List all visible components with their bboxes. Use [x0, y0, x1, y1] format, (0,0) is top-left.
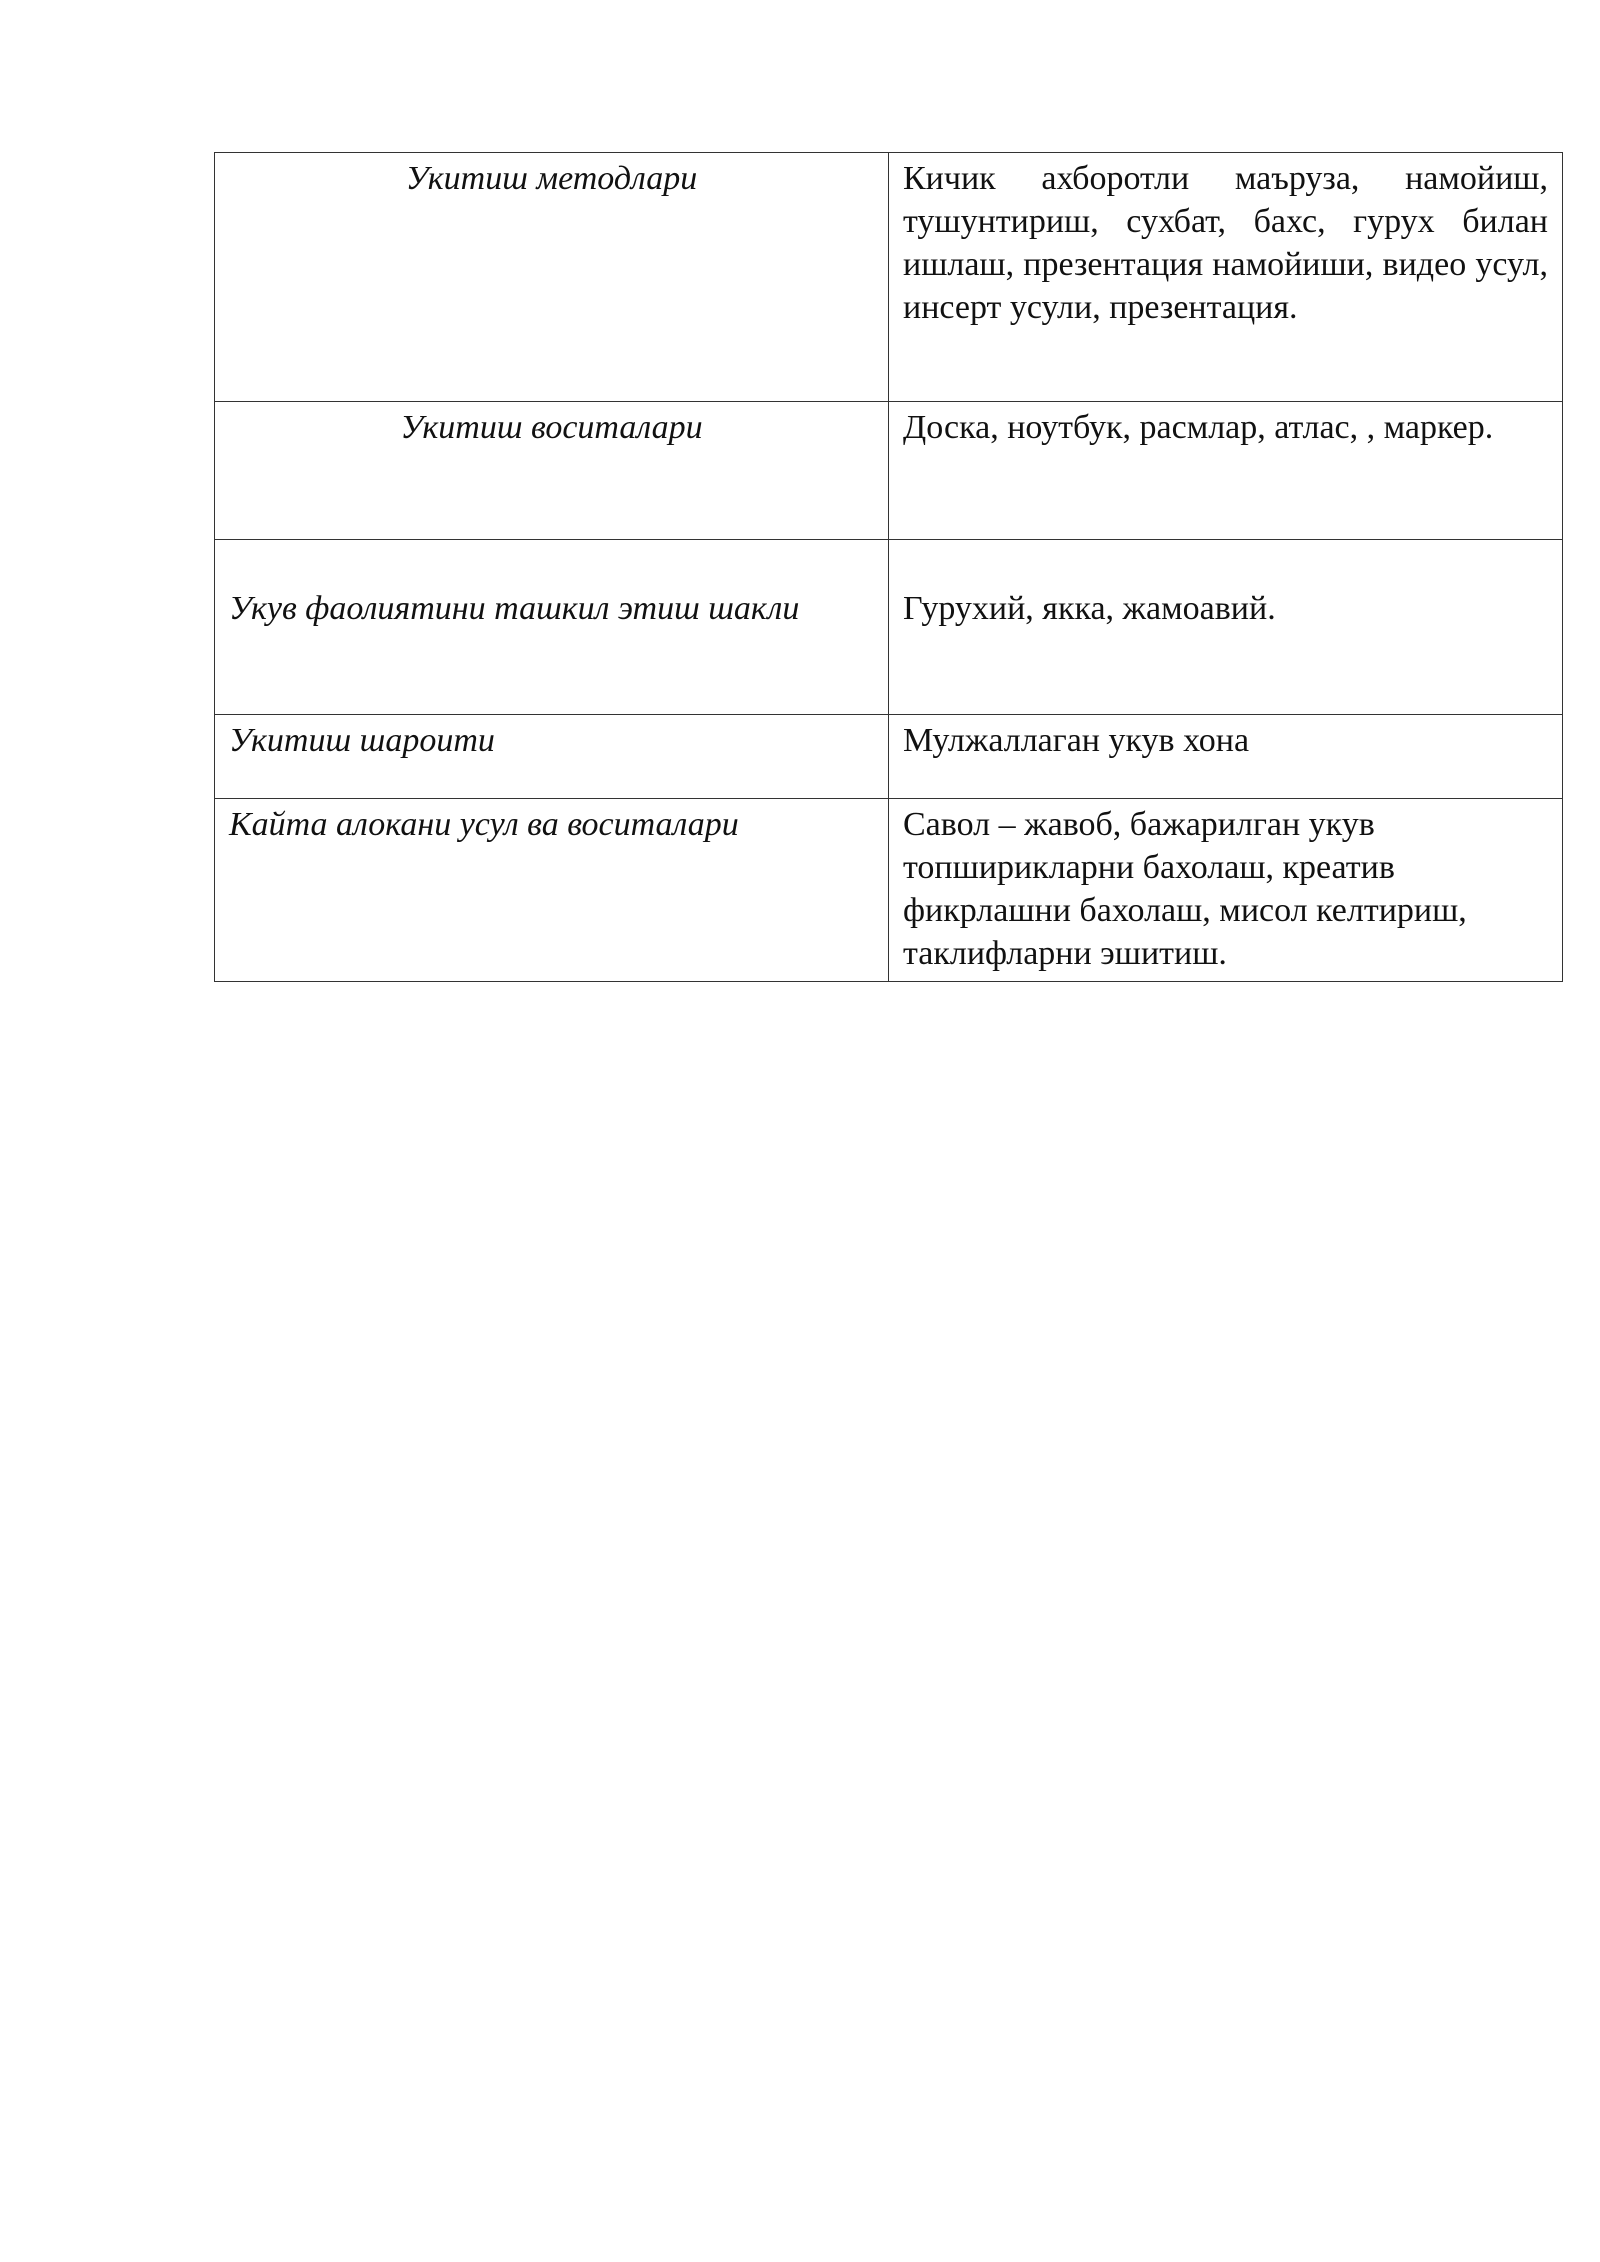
row-label-teaching-conditions: Укитиш шароити — [215, 715, 889, 799]
row-value-teaching-methods: Кичик ахборотли маъруза, намойиш, тушунтириш, сухбат, бахс, гурух билан ишлаш, презентация намойиши, видео усул, инсерт усули, презентация. — [889, 153, 1563, 402]
table-row — [215, 715, 1563, 799]
lesson-info-table — [214, 152, 1563, 982]
row-value-feedback-methods: Савол – жавоб, бажарилган укув топширикларни бахолаш, креатив фикрлашни бахолаш, мисол келтириш, таклифларни эшитиш. — [889, 799, 1563, 982]
cell-spacer — [903, 544, 1548, 587]
row-label-feedback-methods: Кайта алокани усул ва воситалари — [215, 799, 889, 982]
row-label-activity-form — [215, 540, 889, 715]
table-row — [215, 540, 1563, 715]
row-value-activity-form — [889, 540, 1563, 715]
table-row — [215, 153, 1563, 402]
row-label-teaching-methods: Укитиш методлари — [215, 153, 889, 402]
row-label-activity-form-text: Укув фаолиятини ташкил этиш шакли — [229, 590, 800, 627]
row-value-activity-form-text: Гурухий, якка, жамоавий. — [903, 590, 1276, 627]
row-value-teaching-conditions: Мулжаллаган укув хона — [889, 715, 1563, 799]
cell-spacer — [229, 544, 874, 587]
row-label-teaching-tools: Укитиш воситалари — [215, 402, 889, 540]
row-value-teaching-tools: Доска, ноутбук, расмлар, атлас, , маркер. — [889, 402, 1563, 540]
table-row — [215, 799, 1563, 982]
table-row — [215, 402, 1563, 540]
